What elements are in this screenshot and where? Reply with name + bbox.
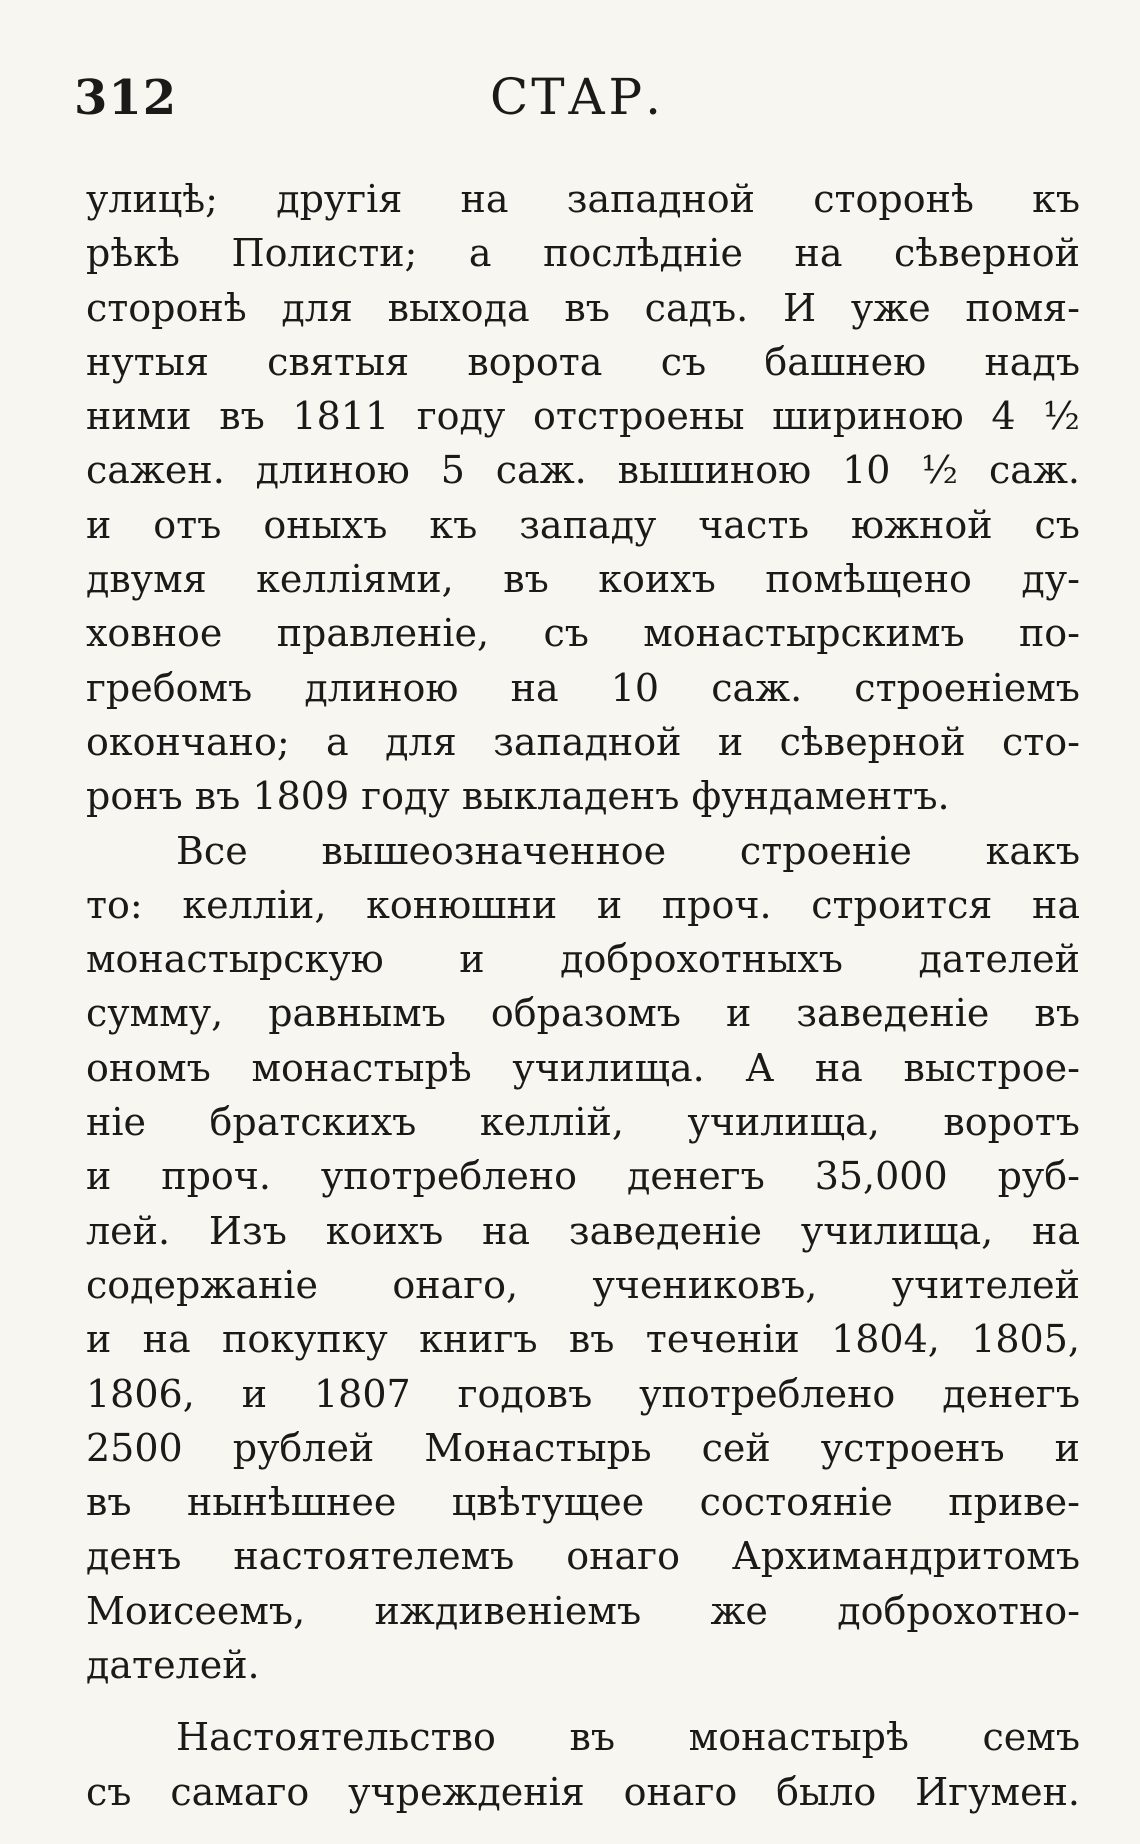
text-line: 2500 рублей Монастырь сей устроенъ и xyxy=(86,1425,1080,1470)
text-line: содержаніе онаго, учениковъ, учителей xyxy=(86,1262,1080,1307)
text-line: сумму, равнымъ образомъ и заведеніе въ xyxy=(86,991,1080,1036)
text-line: въ нынѣшнее цвѣтущее состояніе приве- xyxy=(86,1480,1080,1525)
text-line: ронъ въ 1809 году выкладенъ фундаментъ. xyxy=(86,774,950,819)
text-line: и отъ оныхъ къ западу часть южной съ xyxy=(86,502,1080,547)
page-header xyxy=(74,62,1080,132)
text-line: и на покупку книгъ въ теченіи 1804, 1805, xyxy=(86,1317,1080,1362)
paragraph-start-line: Настоятельство въ монастырѣ семъ xyxy=(176,1715,1080,1760)
text-line: ними въ 1811 году отстроены шириною 4 ½ xyxy=(86,394,1080,439)
text-line: ніе братскихъ келлій, училища, воротъ xyxy=(86,1100,1080,1145)
text-line: 1806, и 1807 годовъ употреблено денегъ xyxy=(86,1371,1080,1416)
text-line: ономъ монастырѣ училища. А на выстрое- xyxy=(86,1045,1080,1090)
page-number: 312 xyxy=(74,70,178,126)
text-line: монастырскую и доброхотныхъ дателей xyxy=(86,937,1080,982)
text-line: сажен. длиною 5 саж. вышиною 10 ½ саж. xyxy=(86,448,1080,493)
text-line: сторонѣ для выхода въ садъ. И уже помя- xyxy=(86,285,1080,330)
text-line: рѣкѣ Полисти; а послѣдніе на сѣверной xyxy=(86,231,1080,276)
text-line: то: келліи, конюшни и проч. строится на xyxy=(86,882,1080,927)
running-head: СТАР. xyxy=(489,68,664,126)
text-line: гребомъ длиною на 10 саж. строеніемъ xyxy=(86,665,1080,710)
text-line: окончано; а для западной и сѣверной сто- xyxy=(86,719,1080,764)
paragraph-start-line: Все вышеозначенное строеніе какъ xyxy=(176,828,1080,873)
text-line: ховное правленіе, съ монастырскимъ по- xyxy=(86,611,1080,656)
text-line: улицѣ; другія на западной сторонѣ къ xyxy=(86,177,1080,221)
text-line: нутыя святыя ворота съ башнею надъ xyxy=(86,339,1080,384)
text-line: дателей. xyxy=(86,1643,260,1688)
text-line: двумя келліями, въ коихъ помѣщено ду- xyxy=(86,557,1080,602)
text-line: денъ настоятелемъ онаго Архимандритомъ xyxy=(86,1534,1080,1579)
text-line: Моисеемъ, иждивеніемъ же доброхотно- xyxy=(86,1588,1080,1633)
text-line: и проч. употреблено денегъ 35,000 руб- xyxy=(86,1154,1080,1199)
text-line: лей. Изъ коихъ на заведеніе училища, на xyxy=(86,1208,1080,1253)
body-text xyxy=(86,172,1080,1819)
text-line: съ самаго учрежденія онаго было Игумен. xyxy=(86,1769,1080,1814)
paragraph-gap xyxy=(86,1692,1080,1710)
